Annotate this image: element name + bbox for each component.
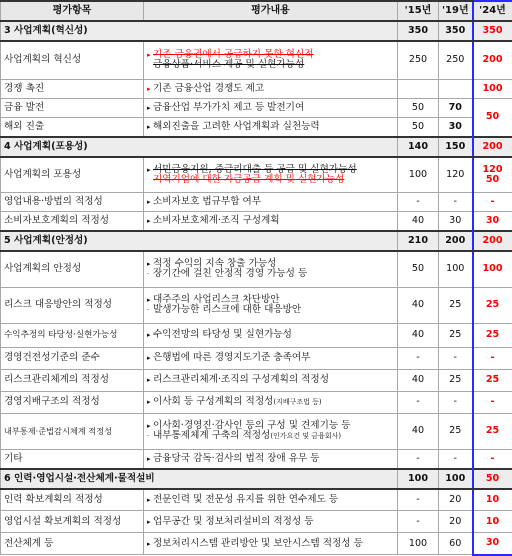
description-line: ▸ 서민금융지원, 중금리대출 등 공급 및 실현가능성 bbox=[147, 165, 394, 175]
row-score-2019: 60 bbox=[439, 533, 473, 555]
table-row bbox=[1, 489, 512, 511]
row-score-2019: 25 bbox=[439, 287, 473, 323]
row-score-2024: - bbox=[473, 193, 512, 212]
row-description bbox=[144, 251, 398, 287]
description-line: ▸ 대주주의 사업리스크 차단방안 bbox=[147, 295, 394, 305]
table-row bbox=[1, 449, 512, 469]
row-description: ▸ 기존 금융산업 경쟁도 제고 bbox=[144, 79, 398, 98]
row-item: 수익추정의 타당성·실현가능성 bbox=[1, 323, 144, 347]
section-score-2019: 150 bbox=[439, 137, 473, 157]
row-score-2024: - bbox=[473, 347, 512, 369]
row-score-2019: 20 bbox=[439, 511, 473, 533]
section-score-2019: 350 bbox=[439, 21, 473, 41]
section-score-2015: 100 bbox=[398, 469, 439, 489]
table-row bbox=[1, 193, 512, 212]
row-item: 리스크관리체계의 적정성 bbox=[1, 369, 144, 391]
table-row bbox=[1, 369, 512, 391]
row-description: ▸ 이사회 등 구성계획의 적정성(지배구조법 등) bbox=[144, 391, 398, 413]
row-score-2019: 25 bbox=[439, 413, 473, 449]
row-description: ▸ 업무공간 및 정보처리설비의 적정성 등 bbox=[144, 511, 398, 533]
table-row bbox=[1, 413, 512, 449]
row-score-2019: - bbox=[439, 449, 473, 469]
row-score-2024: 25 bbox=[473, 413, 512, 449]
row-score-2015: 40 bbox=[398, 212, 439, 232]
row-score-2015: - bbox=[398, 193, 439, 212]
row-score-2015 bbox=[398, 79, 439, 98]
description-line: 지역기업에 대한 자금공급 계획 및 실현가능성 bbox=[147, 175, 394, 185]
table-row bbox=[1, 79, 512, 98]
row-score-2015: - bbox=[398, 511, 439, 533]
row-score-2024: - bbox=[473, 391, 512, 413]
row-score-2019: - bbox=[439, 193, 473, 212]
row-score-2015: 40 bbox=[398, 413, 439, 449]
header-content: 평가내용 bbox=[144, 1, 398, 21]
row-score-2019: - bbox=[439, 391, 473, 413]
section-title: 6 인력·영업시설·전산체계·물적설비 bbox=[1, 469, 398, 489]
section-score-2024: 350 bbox=[473, 21, 512, 41]
row-score-2024: 25 bbox=[473, 369, 512, 391]
row-item: 금융 발전 bbox=[1, 98, 144, 117]
section-score-2024: 200 bbox=[473, 137, 512, 157]
section-score-2024: 200 bbox=[473, 231, 512, 251]
row-item: 영업내용·방법의 적정성 bbox=[1, 193, 144, 212]
row-score-2015: 50 bbox=[398, 117, 439, 137]
row-description: ▸ 수익전망의 타당성 및 실현가능성 bbox=[144, 323, 398, 347]
row-item: 경영건전성기준의 준수 bbox=[1, 347, 144, 369]
section-score-2019: 100 bbox=[439, 469, 473, 489]
section-score-2024: 50 bbox=[473, 469, 512, 489]
row-item: 해외 진출 bbox=[1, 117, 144, 137]
row-item: 기타 bbox=[1, 449, 144, 469]
row-score-2024: 50 bbox=[473, 98, 512, 137]
row-description bbox=[144, 157, 398, 193]
row-item: 사업계획의 안정성 bbox=[1, 251, 144, 287]
row-item: 리스크 대응방안의 적정성 bbox=[1, 287, 144, 323]
section-score-2015: 140 bbox=[398, 137, 439, 157]
row-item: 소비자보호계획의 적정성 bbox=[1, 212, 144, 232]
row-item: 영업시설 확보계획의 적정성 bbox=[1, 511, 144, 533]
row-score-2015: 100 bbox=[398, 157, 439, 193]
row-description: ▸ 소비자보호 법규부합 여부 bbox=[144, 193, 398, 212]
row-score-2024: 100 bbox=[473, 79, 512, 98]
row-score-2019: 70 bbox=[439, 98, 473, 117]
row-score-2019: 25 bbox=[439, 369, 473, 391]
row-score-2024: 30 bbox=[473, 212, 512, 232]
table-row bbox=[1, 98, 512, 117]
row-item: 사업계획의 포용성 bbox=[1, 157, 144, 193]
description-line: ▸ 적정 수익의 지속 창출 가능성 bbox=[147, 259, 394, 269]
row-score-2015: 50 bbox=[398, 98, 439, 117]
row-item: 인력 확보계획의 적정성 bbox=[1, 489, 144, 511]
description-line: · 내부통제체계 구축의 적정성(인가요건 및 금융회사) bbox=[147, 431, 394, 441]
row-score-2015: 40 bbox=[398, 287, 439, 323]
section-header-inclusiveness bbox=[1, 137, 512, 157]
table-row bbox=[1, 212, 512, 232]
row-score-2019: 20 bbox=[439, 489, 473, 511]
row-score-2015: - bbox=[398, 489, 439, 511]
row-description bbox=[144, 413, 398, 449]
row-description bbox=[144, 41, 398, 79]
header-year-2024: '24년 bbox=[473, 1, 512, 21]
description-line: 금융상품·서비스 제공 및 실현가능성 bbox=[147, 60, 394, 70]
row-score-2019: 30 bbox=[439, 212, 473, 232]
section-title: 5 사업계획(안정성) bbox=[1, 231, 398, 251]
row-score-2015: - bbox=[398, 391, 439, 413]
row-score-2019: 30 bbox=[439, 117, 473, 137]
row-score-2024: 10 bbox=[473, 511, 512, 533]
header-category: 평가항목 bbox=[1, 1, 144, 21]
row-score-2015: 40 bbox=[398, 369, 439, 391]
description-line: · 발생가능한 리스크에 대한 대응방안 bbox=[147, 305, 394, 315]
row-score-2019: 25 bbox=[439, 323, 473, 347]
section-header-stability bbox=[1, 231, 512, 251]
table-row bbox=[1, 117, 512, 137]
section-title: 4 사업계획(포용성) bbox=[1, 137, 398, 157]
row-description: ▸ 리스크관리체계·조직의 구성계획의 적정성 bbox=[144, 369, 398, 391]
row-score-2019: - bbox=[439, 347, 473, 369]
row-description: ▸ 금융산업 부가가치 제고 등 발전기여 bbox=[144, 98, 398, 117]
table-row bbox=[1, 533, 512, 555]
section-score-2019: 200 bbox=[439, 231, 473, 251]
row-score-2019: 100 bbox=[439, 251, 473, 287]
row-description: ▸ 해외진출을 고려한 사업계획과 실천능력 bbox=[144, 117, 398, 137]
row-score-2019 bbox=[439, 79, 473, 98]
row-description: ▸ 소비자보호체계·조직 구성계획 bbox=[144, 212, 398, 232]
description-line: ▸ 이사회·경영진·감사인 등의 구성 및 견제기능 등 bbox=[147, 421, 394, 431]
header-row bbox=[1, 1, 512, 21]
header-year-2015: '15년 bbox=[398, 1, 439, 21]
table-row bbox=[1, 323, 512, 347]
row-score-2024: - bbox=[473, 449, 512, 469]
table-row bbox=[1, 251, 512, 287]
row-item: 경쟁 촉진 bbox=[1, 79, 144, 98]
row-score-2024: 25 bbox=[473, 287, 512, 323]
table-row bbox=[1, 391, 512, 413]
row-score-2024: 25 bbox=[473, 323, 512, 347]
row-description bbox=[144, 287, 398, 323]
header-year-2019: '19년 bbox=[439, 1, 473, 21]
row-score-2015: 40 bbox=[398, 323, 439, 347]
row-score-2015: 100 bbox=[398, 533, 439, 555]
section-header-facilities bbox=[1, 469, 512, 489]
row-score-2024: 200 bbox=[473, 41, 512, 79]
table-row bbox=[1, 511, 512, 533]
table-row bbox=[1, 347, 512, 369]
row-score-2015: - bbox=[398, 449, 439, 469]
row-score-2024: 120 50 bbox=[473, 157, 512, 193]
row-score-2024: 30 bbox=[473, 533, 512, 555]
row-description: ▸ 정보처리시스템 관리방안 및 보안시스템 적정성 등 bbox=[144, 533, 398, 555]
table-row bbox=[1, 41, 512, 79]
row-description: ▸ 은행법에 따른 경영지도기준 충족여부 bbox=[144, 347, 398, 369]
row-item: 전산체계 등 bbox=[1, 533, 144, 555]
row-item: 사업계획의 혁신성 bbox=[1, 41, 144, 79]
row-score-2019: 120 bbox=[439, 157, 473, 193]
section-header-innovation bbox=[1, 21, 512, 41]
row-item: 내부통제·준법감시체계 적정성 bbox=[1, 413, 144, 449]
section-score-2015: 210 bbox=[398, 231, 439, 251]
row-score-2015: 250 bbox=[398, 41, 439, 79]
row-score-2015: 50 bbox=[398, 251, 439, 287]
table-row bbox=[1, 287, 512, 323]
section-score-2015: 350 bbox=[398, 21, 439, 41]
row-score-2024: 100 bbox=[473, 251, 512, 287]
row-item: 경영지배구조의 적정성 bbox=[1, 391, 144, 413]
row-score-2015: - bbox=[398, 347, 439, 369]
row-score-2019: 250 bbox=[439, 41, 473, 79]
description-line: ▸ 기존 금융권에서 공급하지 못한 혁신적 bbox=[147, 50, 394, 60]
section-title: 3 사업계획(혁신성) bbox=[1, 21, 398, 41]
description-line: · 장기간에 걸친 안정적 경영 가능성 등 bbox=[147, 269, 394, 279]
row-description: ▸ 전문인력 및 전문성 유지를 위한 연수제도 등 bbox=[144, 489, 398, 511]
table-row bbox=[1, 157, 512, 193]
row-description: ▸ 금융당국 감독·검사의 법적 장애 유무 등 bbox=[144, 449, 398, 469]
row-score-2024: 10 bbox=[473, 489, 512, 511]
